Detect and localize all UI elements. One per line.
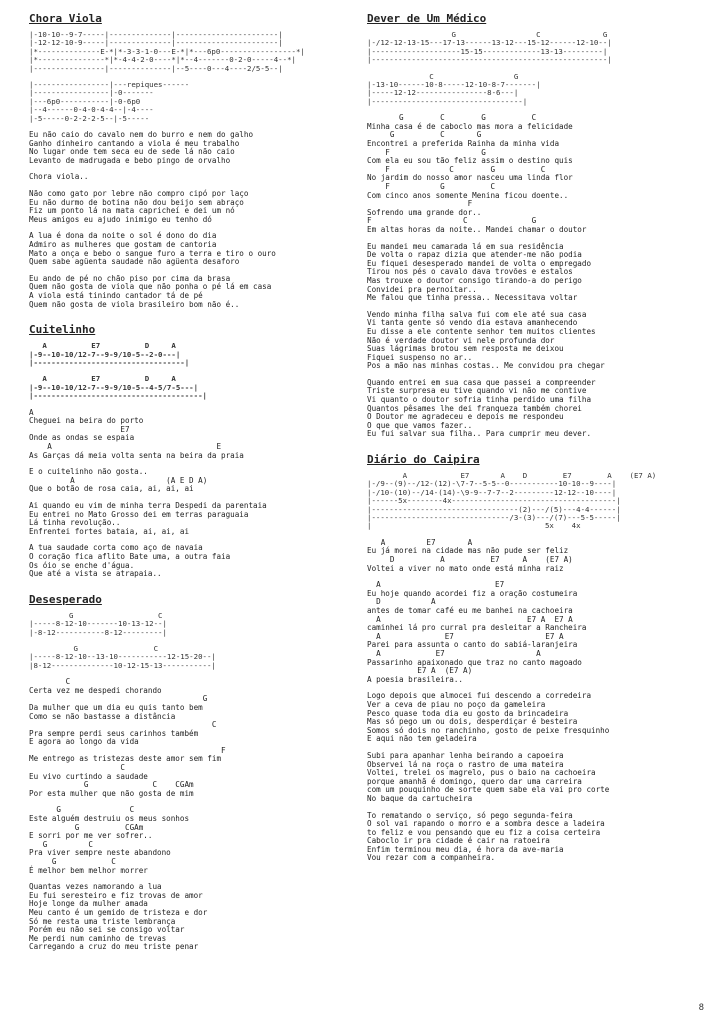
lyrics-block: Eu ando de pé no chão piso por cima da brasa Quem não gosta de viola que não ponha o pé lá em casa A viola está tinindo cantador tá de pé Quem não gosta de viola brasileiro bom não é..	[29, 273, 272, 309]
lyrics-block: Eu mandei meu camarada lá em sua residência De volta o rapaz dizia que atender-me não podia Eu fiquei desesperado mandei de volta o empregado Tirou nos pés o cavalo dava trovões e estalos Mas trouxe o doutor consigo tirando-a do perigo Convidei pra pernoitar.. Me falou que tinha pressa.. Necessitava voltar	[367, 241, 592, 303]
lyrics-block: A E7 A Eu já morei na cidade mas não pude ser feliz D A E7 A (E7 A) Voltei a viver no mato onde está minha raiz	[367, 537, 573, 573]
right-column	[367, 10, 697, 877]
tab-block: G C |-----8-12-10-------10-13-12--| |-8-12-----------8-12---------|	[29, 610, 167, 637]
lyrics-block: E o cuitelinho não gosta.. A (A E D A) Que o botão de rosa caia, ai, ai, ai	[29, 467, 208, 494]
lyrics-block: Eu não caio do cavalo nem do burro e nem do galho Ganho dinheiro cantando a viola é meu trabalho No lugar onde tem seca eu de sede lá não caio Levanto de madrugada e bebo pingo de orvalho	[29, 130, 254, 165]
song-chora-viola	[29, 12, 359, 309]
tab-block: C G |-13-10------10-8-----12-10-8-7-------| |-----12-12----------------8-6---| |----------------------------------|	[367, 71, 541, 106]
page-number: 8	[698, 1003, 704, 1013]
lyrics-block: Quando entrei em sua casa que passei a compreender Triste surpresa eu tive quando vi não me contive Vi quanto o doutor sofria tinha perdido uma filha Quantos pêsames lhe dei franqueza também chorei O Doutor me agradeceu e depois me respondeu O que que vamos fazer.. Eu fui salvar sua filha.. Para cumprir meu dever.	[367, 377, 596, 439]
lyrics-block: To rematando o serviço, só pego segunda-feira O sol vai rapando o morro e a sombra desce a ladeira to feliz e vou pensando que eu fiz a coisa certeira Caboclo ir pra cidade é cair na ratoeira Enfim terminou meu dia, é hora da ave-maria Vou rezar com a companheira.	[367, 810, 605, 863]
lyrics-block: Subi para apanhar lenha beirando a capoeira Observei lá na roça o rastro de uma mateira Voltei, trelei os magrelo, pus o baio na cachoeira porque amanhã é domingo, quero dar uma carreira com um pouquinho de sorte quem sabe ela vai pro corte No baque da cartucheira	[367, 750, 610, 803]
lyrics-block: A lua é dona da noite o sol é dono do dia Admiro as mulheres que gostam de cantoria Mato a onça e bebo o sangue furo a terra e tiro o ouro Quem sabe agüenta saudade não agüenta desaforo	[29, 231, 276, 267]
lyrics-block: G C G C Minha casa é de caboclo mas mora a felicidade G C G Encontrei a preferida Rainha da minha vida F G Com ela eu sou tão feliz assim o destino quis F C G C No jardim do nosso amor nasceu uma linda flor F G C Com cinco anos somente Menina ficou doente.. F Sofrendo uma grande dor.. F C G Em altas horas da noite.. Mandei chamar o doutor	[367, 113, 587, 234]
song-cuitelinho	[29, 323, 359, 579]
tab-block: G C |-----8-12-10--13-10-----------12-15-20--| |8-12--------------10-12-15-13-----------|	[29, 643, 216, 670]
tab-block: A E7 D A |-9--10-10/12-7--9-9/10-5--4-5/7-5---| |--------------------------------------|	[29, 374, 207, 401]
lyrics-block: Ai quando eu vim de minha terra Despedi da parentaia Eu entrei no Mato Grosso dei em terras paraguaia Lá tinha revolução.. Enfrentei fortes bataia, ai, ai, ai	[29, 500, 267, 536]
tab-block: A E7 A D E7 A (E7 A) |-/9--(9)--/12-(12)-\7-7--5-5--0-----------10-10--9----| |-/10-(10)--/14-(14)-\9-9--7-7--2---------12-12--10----| |------5x--------4x-------------------------------------| |---------------------------------(2)---/(5)---4-4------| |-------------------------------/3-(3)---/(7)---5-5-----| | 5x 4x	[367, 471, 657, 531]
lyrics-block: G C Este alguém destruiu os meus sonhos G CGAm E sorri por me ver sofrer.. G C Pra viver sempre neste abandono G C É melhor bem melhor morrer	[29, 805, 190, 875]
lyrics-block: Logo depois que almocei fui descendo a corredeira Ver a ceva de piau no poço da gameleira Pesco quase toda dia eu gosto da brincadeira Mas só pego um ou dois, desperdiçar é besteira Somos só dois no ranchinho, gosto de peixe fresquinho E aqui não tem geladeira	[367, 691, 610, 744]
tab-block: G C G |-/12-12-13-15---17-13------13-12---15-12------12-10--| |--------------------15-15-------------13-13---------| |-----------------------------------------------------|	[367, 30, 612, 65]
lyrics-block: C Certa vez me despedi chorando G Da mulher que um dia eu quis tanto bem Como se não bastasse a distância C Pra sempre perdi seus carinhos também E agora ao longo da vida F Me entrego as tristezas deste amor sem fim C Eu vivo curtindo a saudade G C CGAm Por esta mulher que não gosta de mim	[29, 677, 226, 798]
lyrics-block: A Cheguei na beira do porto E7 Onde as ondas se espaia A E As Garças dá meia volta senta na beira da praia	[29, 407, 244, 460]
lyrics-block: A tua saudade corta como aço de navaia O coração fica aflito Bate uma, a outra faia Os óio se enche d'água. Que até a vista se atrapaia..	[29, 543, 231, 579]
lyrics-block: Vendo minha filha salva fui com ele até sua casa Vi tanta gente só vendo dia estava amanhecendo Eu disse a ele contente senhor tem muitos clientes Não é verdade doutor vi nele profunda dor Suas lágrimas brotou sem resposta me deixou Fiquei suspenso no ar.. Pos a mão nas minhas costas.. Me convidou pra chegar	[367, 309, 605, 371]
tab-block: |-10-10--9-7-----|--------------|-----------------------| |-12-12-10-9-----|--------------|-----------------------| |*--------------E-*|*-3-3-1-0---E-*|*---6p0-----------------*| |*---------------*|*-4-4-2-0----*|*--4-------0-2-0-----4--*| |----------------|--------------|--5----0---4----2/5-5--|	[29, 30, 305, 73]
lyrics-block: Não como gato por lebre não compro cipó por laço Eu não durmo de botina não dou beijo sem abraço Fiz um ponto lá na mata capricheí e dei um nó Meus amigos eu ajudo inimigo eu tenho dó	[29, 189, 249, 224]
lyrics-block: A E7 Eu hoje quando acordei fiz a oração costumeira D A antes de tomar café eu me banhei na cachoeira A E7 A E7 A caminhei lá pro curral pra desleitar a Rancheira A E7 E7 A Parei para assunta o canto do sabiá-laranjeira A E7 A Passarinho apaixonado que traz no canto magoado E7 A (E7 A) A poesia brasileira..	[367, 580, 587, 684]
tab-block: |-----------------|---repiques------ |-----------------|-0------- |---6p0-----------|-0-6p0 |--4------0-4-0-4-4--|-4---- |-5-----0-2-2-2-5--|-5-----	[29, 80, 190, 123]
lyrics-block: Quantas vezes namorando a lua Eu fui seresteiro e fiz trovas de amor Hoje longe da mulher amada Meu canto é um gemido de tristeza e dor Só me resta uma triste lembrança Porém eu não sei se consigo voltar Me perdi num caminho de trevas Carregando a cruz do meu triste penar	[29, 882, 208, 952]
lyrics-block: Chora viola..	[29, 172, 89, 182]
song-title: Chora Viola	[29, 12, 102, 25]
song-dever-de-um-medico	[367, 12, 697, 439]
song-title: Dever de Um Médico	[367, 12, 487, 25]
song-title: Diário do Caipira	[367, 453, 480, 467]
tab-block: A E7 D A |-9--10-10/12-7--9-9/10-5--2-0---| |----------------------------------|	[29, 341, 190, 367]
song-desesperado	[29, 593, 359, 952]
left-column	[29, 10, 359, 966]
song-diario-do-caipira	[367, 453, 697, 863]
song-title: Desesperado	[29, 592, 102, 606]
song-title: Cuitelinho	[29, 323, 96, 337]
